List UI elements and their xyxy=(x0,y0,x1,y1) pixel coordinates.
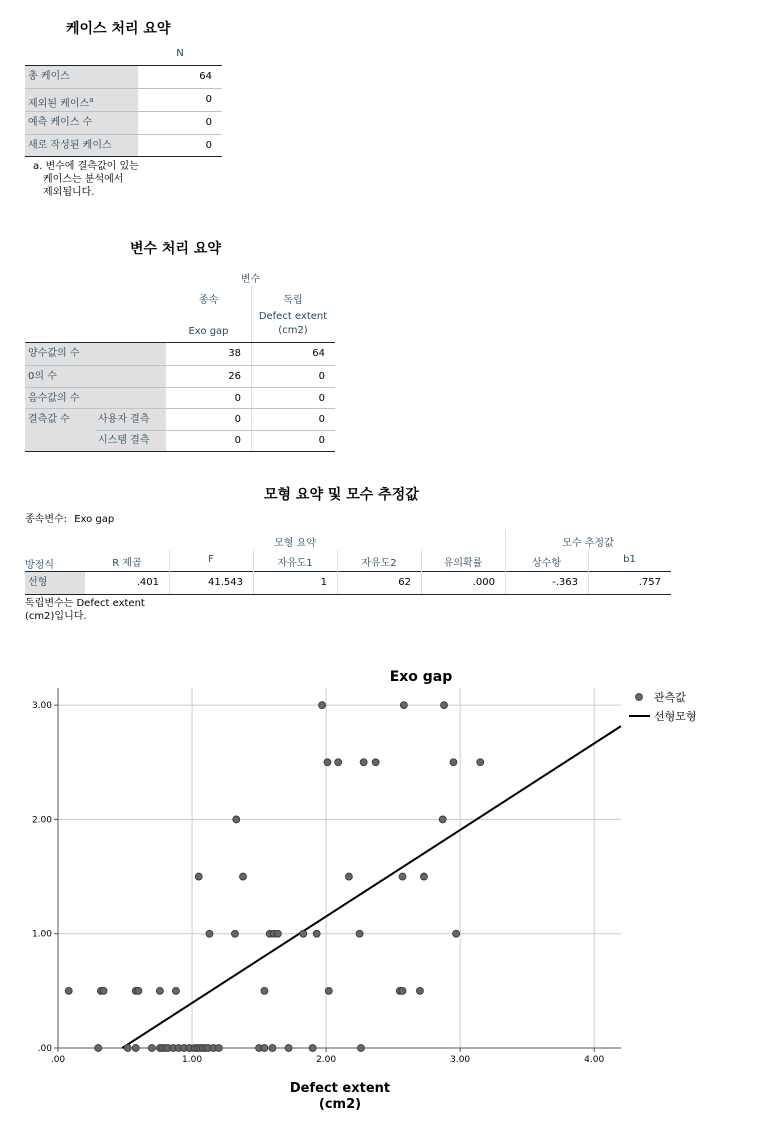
independent-var-line: Defect extent xyxy=(258,311,328,322)
variable-summary-row-label: 0의 수 xyxy=(25,366,166,388)
model-summary-footnote xyxy=(25,597,145,623)
data-point xyxy=(261,987,268,994)
independent-var-line: (cm2) xyxy=(278,325,308,336)
data-point xyxy=(319,702,326,709)
data-point xyxy=(100,987,107,994)
y-tick-label: 1.00 xyxy=(31,929,52,940)
data-point xyxy=(439,816,446,823)
variable-summary-bottom-rule xyxy=(25,451,335,452)
params-group-header: 모수 추정값 xyxy=(562,538,614,549)
y-tick-label: .00 xyxy=(37,1044,52,1054)
model-row-cell: .757 xyxy=(638,577,661,588)
model-col-header: 유의확률 xyxy=(443,558,483,569)
model-group-header: 모형 요약 xyxy=(274,538,316,549)
footnote-line: 케이스는 분석에서 xyxy=(43,174,124,185)
chart-title: Exo gap xyxy=(389,669,453,685)
footnote-line: (cm2)입니다. xyxy=(25,611,87,622)
x-tick-label: 3.00 xyxy=(450,1055,471,1065)
data-point xyxy=(239,873,246,880)
chart-ticks xyxy=(32,701,605,1065)
model-row-cell: 1 xyxy=(320,577,327,588)
scatter-chart xyxy=(0,655,773,1125)
data-point xyxy=(261,1045,268,1052)
chart-grid xyxy=(58,688,621,1048)
y-tick-label: 2.00 xyxy=(31,815,52,826)
case-summary-row-label: 새로 작성된 케이스 xyxy=(25,135,138,157)
fit-line-group xyxy=(122,726,621,1048)
data-point xyxy=(477,759,484,766)
y-tick-label: 3.00 xyxy=(31,701,52,712)
data-point xyxy=(335,759,342,766)
x-tick-label: .00 xyxy=(50,1055,66,1065)
dependent-variable-note xyxy=(25,513,114,526)
dependent-variable-value: Exo gap xyxy=(74,514,115,525)
dependent-variable-label: 종속변수: xyxy=(25,514,68,525)
data-point xyxy=(195,873,202,880)
data-point xyxy=(231,930,238,937)
model-summary-title: 모형 요약 및 모수 추정값 xyxy=(264,487,419,503)
data-point xyxy=(441,702,448,709)
missing-values-text: 결측값 수 xyxy=(28,414,70,425)
data-point xyxy=(356,930,363,937)
observed-points xyxy=(65,702,484,1052)
model-col-header: F xyxy=(208,554,214,565)
variable-summary-cell: 0 xyxy=(318,393,325,404)
fit-line xyxy=(122,726,621,1048)
x-tick-label: 1.00 xyxy=(182,1055,203,1065)
data-point xyxy=(345,873,352,880)
data-point xyxy=(300,930,307,937)
case-summary-row-value: 64 xyxy=(199,71,212,82)
data-point xyxy=(420,873,427,880)
data-point xyxy=(372,759,379,766)
column-divider xyxy=(253,550,254,594)
model-row-cell: 41.543 xyxy=(208,577,243,588)
model-summary-bottom-rule xyxy=(25,594,671,595)
footnote-marker: a xyxy=(89,96,94,104)
data-point xyxy=(285,1045,292,1052)
variable-summary-cell: 0 xyxy=(234,435,241,446)
column-divider xyxy=(169,550,170,594)
case-summary-footnote xyxy=(33,160,139,199)
model-col-header: 상수항 xyxy=(532,558,561,569)
data-point xyxy=(325,987,332,994)
variable-summary-cell: 0 xyxy=(318,414,325,425)
model-col-header: 자유도2 xyxy=(361,558,397,569)
variable-summary-cell: 26 xyxy=(228,371,241,382)
data-point xyxy=(309,1045,316,1052)
data-point xyxy=(313,930,320,937)
data-point xyxy=(124,1045,131,1052)
variable-summary-cell: 38 xyxy=(228,348,241,359)
dependent-var-header: Exo gap xyxy=(188,326,229,337)
model-col-header: b1 xyxy=(623,554,636,565)
data-point xyxy=(357,1045,364,1052)
variable-summary-row-label: 양수값의 수 xyxy=(25,343,166,365)
variable-summary-cell: 64 xyxy=(312,348,325,359)
model-row-cell: -.363 xyxy=(552,577,578,588)
legend-observed-marker xyxy=(636,694,643,701)
case-summary-title: 케이스 처리 요약 xyxy=(66,21,171,37)
independent-var-header xyxy=(251,310,335,338)
model-row-cell: .401 xyxy=(136,577,159,588)
case-summary-row-text: 제외된 케이스 xyxy=(28,98,90,110)
variable-summary-cell: 0 xyxy=(318,371,325,382)
missing-sublabel: 사용자 결측 xyxy=(98,414,150,425)
variable-summary-row-label: 음수값의 수 xyxy=(25,388,166,410)
x-tick-label: 2.00 xyxy=(316,1055,337,1065)
data-point xyxy=(135,987,142,994)
case-summary-row-label: 총 케이스 xyxy=(25,66,138,88)
data-point xyxy=(148,1045,155,1052)
column-divider xyxy=(505,530,506,594)
data-point xyxy=(399,873,406,880)
independent-role-header: 독립 xyxy=(283,295,303,306)
chart-legend xyxy=(629,690,697,723)
legend-linear-label: 선형모형 xyxy=(654,710,697,723)
data-point xyxy=(274,930,281,937)
model-col-header: R 제곱 xyxy=(112,558,142,569)
model-row-cell: .000 xyxy=(472,577,495,588)
variable-summary-title: 변수 처리 요약 xyxy=(130,241,221,257)
variable-summary-cell: 0 xyxy=(234,414,241,425)
case-summary-row-label xyxy=(25,89,138,111)
variable-group-header: 변수 xyxy=(240,274,261,285)
data-point xyxy=(416,987,423,994)
case-summary-n-header: N xyxy=(176,48,184,59)
dependent-role-header: 종속 xyxy=(198,295,219,306)
data-point xyxy=(95,1045,102,1052)
variable-summary-cell: 0 xyxy=(234,393,241,404)
case-summary-row-value: 0 xyxy=(205,94,212,105)
case-summary-row-value: 0 xyxy=(205,117,212,128)
column-divider xyxy=(337,550,338,594)
column-divider xyxy=(588,550,589,594)
missing-sublabel: 시스템 결측 xyxy=(98,435,150,446)
data-point xyxy=(172,987,179,994)
data-point xyxy=(453,930,460,937)
x-axis-label-line1: Defect extent xyxy=(289,1081,391,1096)
data-point xyxy=(324,759,331,766)
data-point xyxy=(399,987,406,994)
column-divider xyxy=(421,550,422,594)
footnote-line: a. 변수에 결측값이 있는 xyxy=(33,161,139,172)
model-col-header: 자유도1 xyxy=(277,558,313,569)
data-point xyxy=(65,987,72,994)
x-tick-label: 4.00 xyxy=(584,1055,605,1065)
data-point xyxy=(215,1045,222,1052)
x-axis-label-line2: (cm2) xyxy=(318,1097,362,1112)
data-point xyxy=(132,1045,139,1052)
chart-axes xyxy=(58,688,621,1048)
model-row-cell: 62 xyxy=(398,577,411,588)
data-point xyxy=(233,816,240,823)
data-point xyxy=(269,1045,276,1052)
data-point xyxy=(206,930,213,937)
data-point xyxy=(360,759,367,766)
data-point xyxy=(156,987,163,994)
case-summary-row-label: 예측 케이스 수 xyxy=(25,112,138,134)
footnote-line: 독립변수는 Defect extent xyxy=(25,598,145,609)
legend-observed-label: 관측값 xyxy=(654,691,686,704)
footnote-line: 제외됩니다. xyxy=(43,187,95,198)
model-row-label: 선형 xyxy=(25,572,85,594)
case-summary-bottom-rule xyxy=(25,156,222,157)
case-summary-row-value: 0 xyxy=(205,140,212,151)
model-col-header: 방정식 xyxy=(25,560,54,571)
data-point xyxy=(400,702,407,709)
data-point xyxy=(450,759,457,766)
variable-summary-cell: 0 xyxy=(318,435,325,446)
